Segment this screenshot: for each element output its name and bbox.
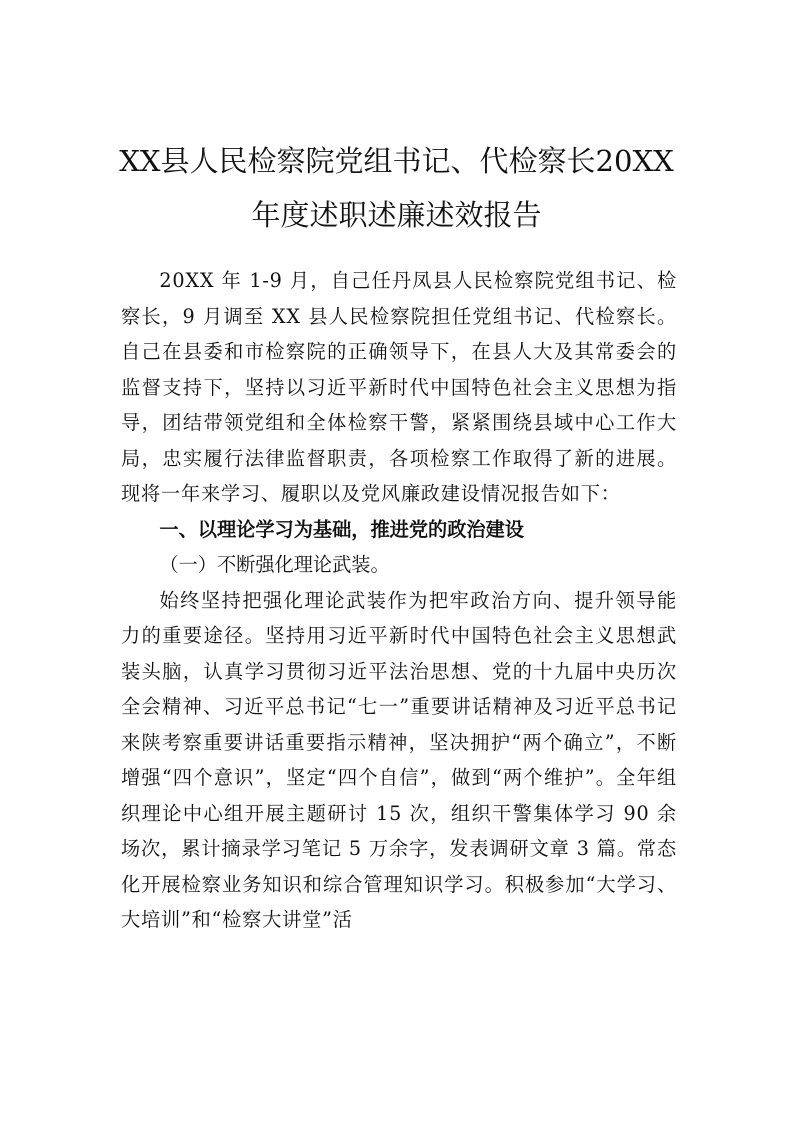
section-1-subheading-1: （一）不断强化理论武装。 — [159, 553, 390, 576]
document-title-line-2: 年度述职述廉述效报告 — [251, 198, 542, 232]
document-title — [100, 134, 693, 242]
document-body — [121, 263, 677, 938]
document-title-line-1: XX县人民检察院党组书记、代检察长20XX — [119, 144, 674, 178]
section-1-heading: 一、以理论学习为基础，推进党的政治建设 — [159, 517, 524, 541]
section-1-paragraph-1: 始终坚持把强化理论武装作为把牢政治方向、提升领导能力的重要途径。坚持用习近平新时代中国特色社会主义思想武装头脑，认真学习贯彻习近平法治思想、党的十九届中央历次全会精神、习近平总书记“七一”重要讲话精神及习近平总书记来陕考察重要讲话重要指示精神，坚决拥护“两个确立”，不断增强“四个意识”，坚定“四个自信”，做到“两个维护”。全年组织理论中心组开展主题研讨 15 次，组织干警集体学习 90 余场次，累计摘录学习笔记 5 万余字，发表调研文章 3 篇。常态化开展检察业务知识和综合管理知识学习。积极参加“大学习、大培训”和“检察大讲堂”活 — [121, 588, 677, 931]
intro-paragraph: 20XX 年 1-9 月，自己任丹凤县人民检察院党组书记、检察长，9 月调至 XX 县人民检察院担任党组书记、代检察长。自己在县委和市检察院的正确领导下，在县人大及其常委会的监督支持下，坚持以习近平新时代中国特色社会主义思想为指导，团结带领党组和全体检察干警，紧紧围绕县域中心工作大局，忠实履行法律监督职责，各项检察工作取得了新的进展。现将一年来学习、履职以及党风廉政建设情况报告如下： — [121, 269, 677, 505]
